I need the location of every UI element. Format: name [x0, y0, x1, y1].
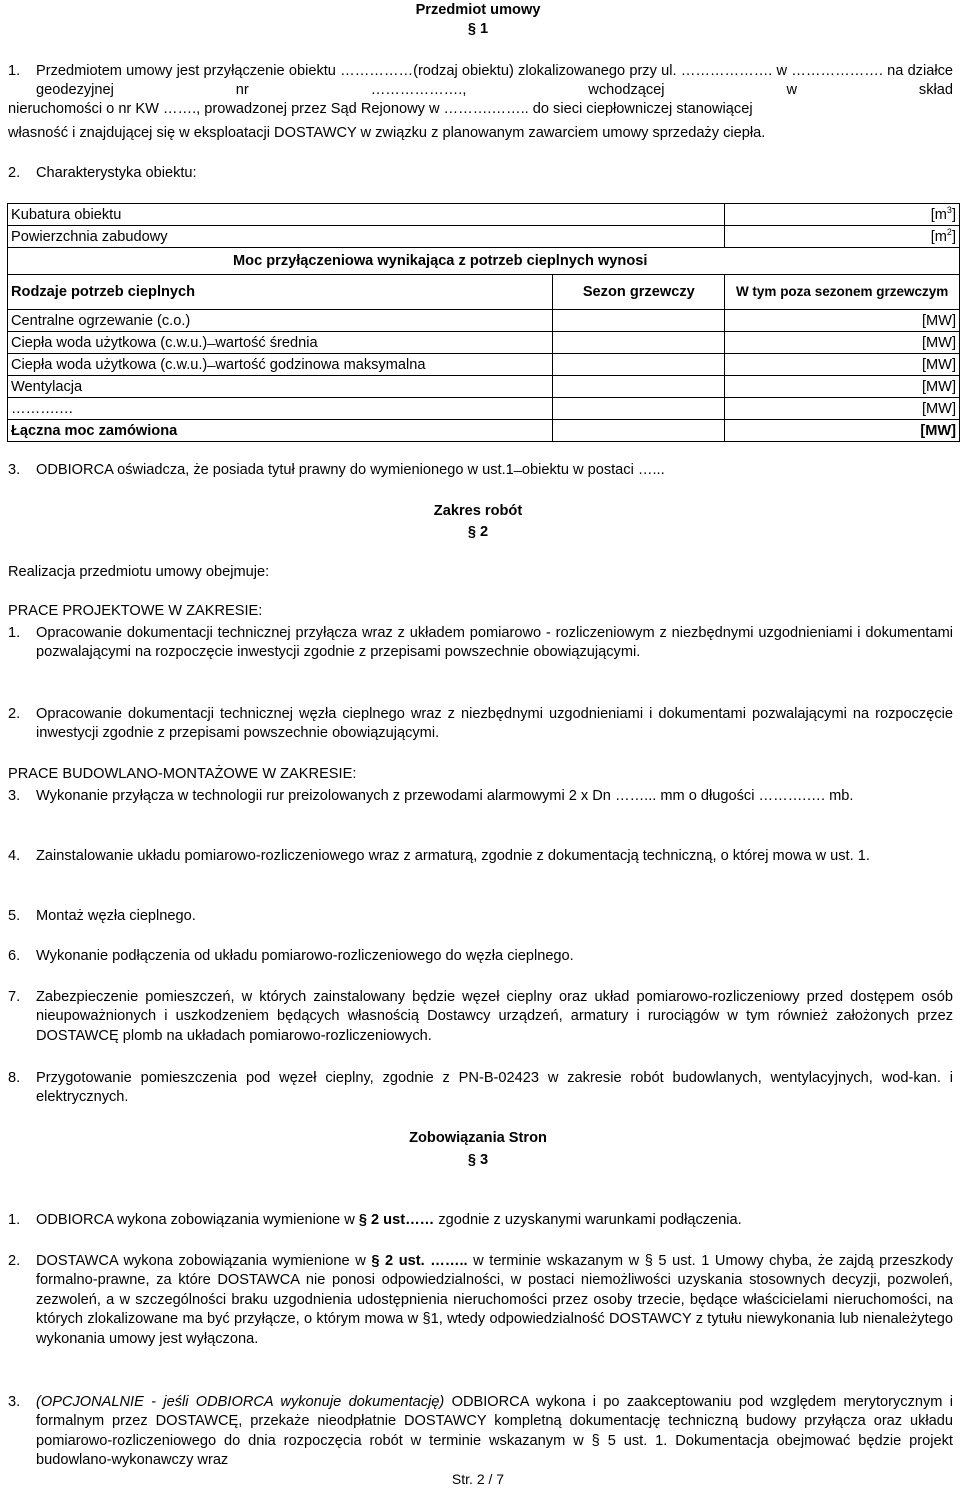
row-sezon-value	[553, 398, 725, 420]
p3-text: ODBIORCA oświadcza, że posiada tytuł prawny do wymienionego w ust.1 ̶ obiektu w postaci …...	[36, 462, 665, 478]
z3-number: 3.	[8, 1394, 21, 1410]
powierzchnia-label: Powierzchnia zabudowy	[8, 226, 725, 248]
table-row	[8, 204, 960, 226]
paragraph-symbol: §	[467, 21, 476, 37]
w4-text: Zainstalowanie układu pomiarowo-rozliczeniowego wraz z armaturą, zgodnie z dokumentacją techniczną, o której mowa w ust. 1.	[36, 848, 870, 864]
row-unit: [MW]	[725, 376, 960, 398]
row-sezon-value	[553, 376, 725, 398]
table-total-row	[8, 420, 960, 442]
paragraph-symbol: §	[358, 1212, 367, 1228]
p3-number: 3.	[8, 462, 21, 478]
p2-text: Charakterystyka obiektu:	[36, 165, 197, 181]
prace-projektowe-heading: PRACE PROJEKTOWE W ZAKRESIE:	[8, 603, 263, 619]
row-label: Ciepła woda użytkowa (c.w.u.) ̶ wartość godzinowa maksymalna	[8, 354, 553, 376]
total-label: Łączna moc zamówiona	[8, 420, 553, 442]
w6-number: 6.	[8, 948, 21, 964]
w2-text: Opracowanie dokumentacji technicznej węzła cieplnego wraz z niezbędnymi uzgodnieniami i dokumentami pozwalającymi na rozpoczęcie inwestycji zgodnie z przepisami powszechnie obowiązującymi.	[36, 706, 953, 742]
kubatura-unit: $[m^3]$	[725, 204, 960, 226]
table-row	[8, 398, 960, 420]
row-unit: [MW]	[725, 332, 960, 354]
paragraph-symbol: §	[467, 1152, 476, 1168]
section-3-title: Zobowiązania Stron	[409, 1130, 547, 1146]
row-unit: [MW]	[725, 310, 960, 332]
table-row	[8, 248, 960, 275]
total-sezon-value	[553, 420, 725, 442]
row-label: Centralne ogrzewanie (c.o.)	[8, 310, 553, 332]
section-1-number: 1	[480, 21, 489, 37]
paragraph-symbol: §	[644, 1253, 653, 1269]
w5-number: 5.	[8, 908, 21, 924]
p1-line1	[36, 62, 953, 101]
section-2-title: Zakres robót	[433, 503, 523, 519]
section-1-sign	[0, 20, 956, 39]
table-row	[8, 376, 960, 398]
section-2-sign	[0, 523, 956, 542]
total-unit: [MW]	[725, 420, 960, 442]
col-header-sezon: Sezon grzewczy	[553, 275, 725, 310]
p1-line2: nieruchomości o nr KW ……., prowadzonej przez Sąd Rejonowy w ……….…….. do sieci ciepłowniczej stanowiącej	[8, 101, 753, 117]
row-unit: [MW]	[725, 398, 960, 420]
section-3-number: 3	[480, 1152, 489, 1168]
w5-text: Montaż węzła cieplnego.	[36, 908, 196, 924]
col-header-poza-sezonem: W tym poza sezonem grzewczym	[725, 275, 960, 310]
w6-text: Wykonanie podłączenia od układu pomiarowo-rozliczeniowego do węzła cieplnego.	[36, 948, 574, 964]
w1-text: Opracowanie dokumentacji technicznej przyłącza wraz z układem pomiarowo - rozliczeniowym z niezbędnymi uzgodnieniami i dokumentami pozwalającymi na rozpoczęcie inwestycji zgodnie z przepisami powszechnie obowiązującymi.	[36, 625, 953, 661]
row-unit: [MW]	[725, 354, 960, 376]
table-row	[8, 310, 960, 332]
w3-number: 3.	[8, 788, 21, 804]
page-number-footer: Str. 2 / 7	[451, 1471, 505, 1487]
w8-number: 8.	[8, 1070, 21, 1086]
paragraph-symbol: §	[467, 524, 476, 540]
p2-number: 2.	[8, 165, 21, 181]
section-3-sign	[0, 1151, 956, 1170]
paragraph-symbol: §	[591, 1432, 600, 1449]
section-2-number: 2	[480, 524, 489, 540]
row-label: Wentylacja	[8, 376, 553, 398]
realizacja-text: Realizacja przedmiotu umowy obejmuje:	[8, 564, 270, 580]
prace-budowlane-heading: PRACE BUDOWLANO-MONTAŻOWE W ZAKRESIE:	[8, 766, 357, 782]
w7-text: Zabezpieczenie pomieszczeń, w których zainstalowany będzie węzeł cieplny oraz układ pomiarowo-rozliczeniowy przed dostępem osób nieupoważnionych i uszkodzeniem będących własnością Dostawcy urządzeń, armatury i rurociągów w tym również założonych przez DOSTAWCĘ plomb na układach pomiarowo-rozliczeniowych.	[36, 989, 953, 1044]
row-label: Ciepła woda użytkowa (c.w.u.) ̶ wartość średnia	[8, 332, 553, 354]
w3-text: Wykonanie przyłącza w technologii rur preizolowanych z przewodami alarmowymi 2 x Dn ……... mm o długości ……….…. mb.	[36, 788, 854, 804]
section-1-title: Przedmiot umowy	[415, 2, 541, 18]
w4-number: 4.	[8, 848, 21, 864]
z1-number: 1.	[8, 1212, 21, 1228]
row-sezon-value	[553, 310, 725, 332]
object-characteristics-table	[7, 203, 960, 442]
p1-number: 1.	[8, 63, 21, 79]
w8-text: Przygotowanie pomieszczenia pod węzeł cieplny, zgodnie z PN-B-02423 w zakresie robót budowlanych, wentylacyjnych, wod-kan. i elektrycznych.	[36, 1070, 953, 1106]
table-row	[8, 354, 960, 376]
paragraph-symbol: §	[371, 1253, 380, 1269]
p1-line3: własność i znajdującej się w eksploatacji DOSTAWCY w związku z planowanym zawarciem umowy sprzedaży ciepła.	[8, 125, 766, 141]
col-header-rodzaje: Rodzaje potrzeb cieplnych	[8, 275, 553, 310]
w7-number: 7.	[8, 989, 21, 1005]
table-row	[8, 226, 960, 248]
moc-header: Moc przyłączeniowa wynikająca z potrzeb cieplnych wynosi	[8, 248, 960, 275]
w1-number: 1.	[8, 625, 21, 641]
p1-line1-text: Przedmiotem umowy jest przyłączenie obiektu ……………(rodzaj obiektu) zlokalizowanego przy ul. ………………. w ………………. na działce geodezyjnej nr ………………., wchodzącej w skład	[36, 63, 953, 99]
powierzchnia-unit: $[m^2]$	[725, 226, 960, 248]
row-sezon-value	[553, 332, 725, 354]
row-label: ……….…	[8, 398, 553, 420]
z2-number: 2.	[8, 1253, 21, 1269]
table-row	[8, 332, 960, 354]
z1-text: ODBIORCA wykona zobowiązania wymienione w § 2 ust…… zgodnie z uzyskanymi warunkami podłączenia.	[36, 1212, 742, 1228]
row-sezon-value	[553, 354, 725, 376]
kubatura-label: Kubatura obiektu	[8, 204, 725, 226]
z2-text: DOSTAWCA wykona zobowiązania wymienione w § 2 ust. …….. w terminie wskazanym w § 5 ust. 1 Umowy chyba, że zajdą przeszkody formalno-prawne, za które DOSTAWCA nie ponosi odpowiedzialności, w postaci niemożliwości uzyskania stosownych decyzji, pozwoleń, zezwoleń, a w szczególności braku uzgodnienia udostępnienia nieruchomości przez osoby trzecie, będące właścicielami nieruchomości, na których zlokalizowane ma być przyłącze, o którym mowa w §1, wtedy odpowiedzialność DOSTAWCY z tytułu niewykonania lub nienależytego wykonania umowy jest wyłączona.	[36, 1253, 954, 1347]
z3-text: (OPCJONALNIE - jeśli ODBIORCA wykonuje dokumentację) ODBIORCA wykona i po zaakceptowaniu pod względem merytorycznym i formalnym przez DOSTAWCĘ, przekaże nieodpłatnie DOSTAWCY kompletną dokumentację techniczną budowy przyłącza oraz układu pomiarowo-rozliczeniowego do dnia rozpoczęcia robót w terminie wskazanym w § 5 ust. 1. Dokumentacja obejmować będzie projekt budowlano-wykonawczy wraz	[36, 1394, 953, 1469]
w2-number: 2.	[8, 706, 21, 722]
table-header-row	[8, 275, 960, 310]
paragraph-symbol: §	[422, 1311, 431, 1328]
